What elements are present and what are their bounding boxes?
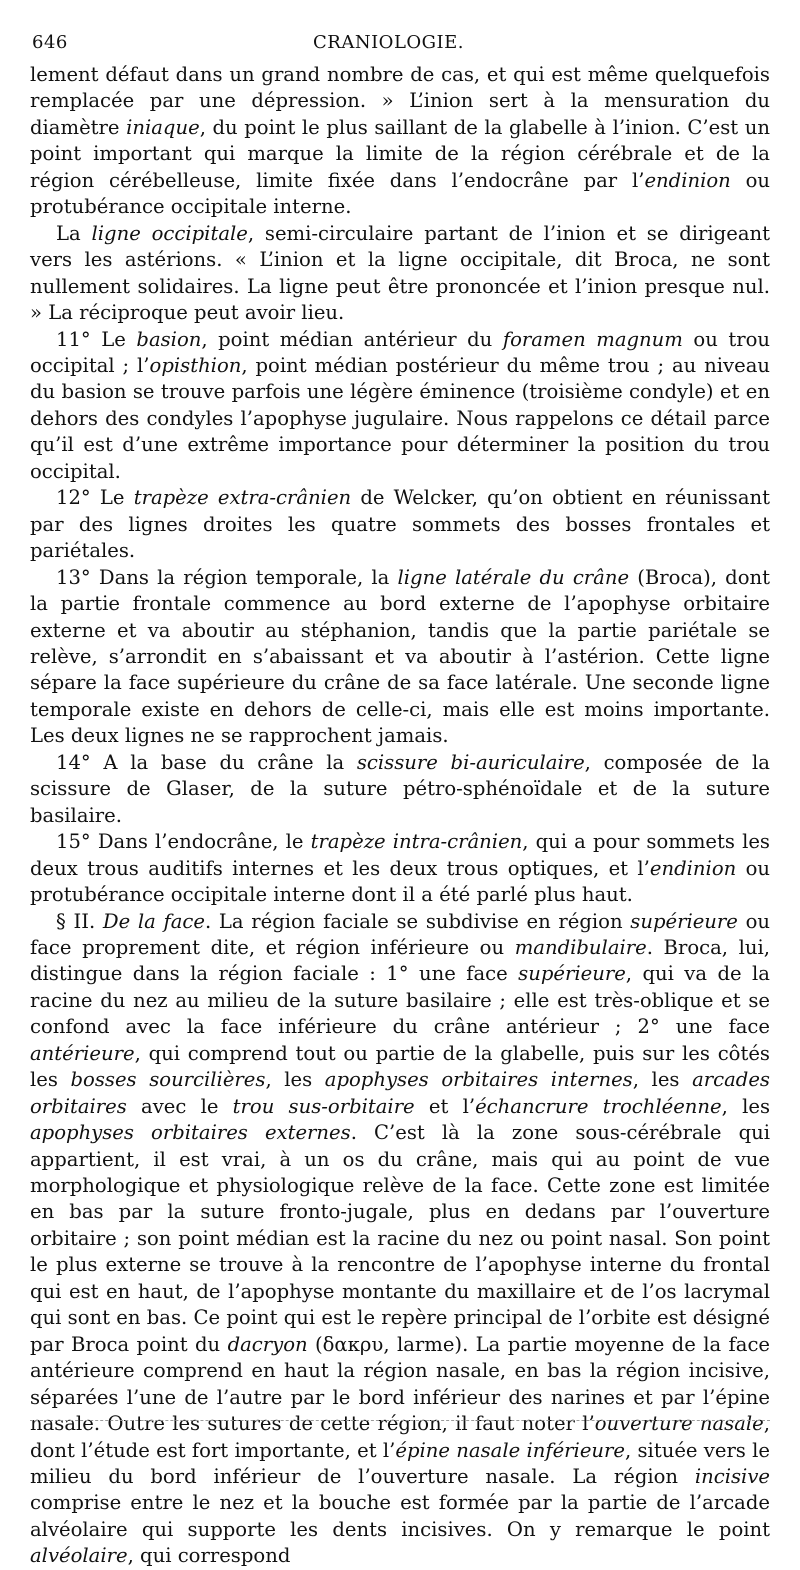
italic-term: arcades orbitaires [30, 1068, 770, 1118]
italic-term: opisthion [149, 353, 242, 377]
paragraph-14-scissure [30, 750, 770, 829]
text-run: , point médian postérieur du même trou ; au niveau du basion se trouve parfois une légère éminence (troisième condyle) et en dehors des condyles l’apophyse jugulaire. Nous rappelons ce détail parce qu’il est d’une extrême importance pour déterminer la position du trou occipital. [30, 353, 770, 483]
text-run: , les [265, 1068, 325, 1092]
italic-term: De la face [102, 909, 205, 933]
page-number: 646 [32, 32, 68, 53]
text-run: , composée de la scissure de Glaser, de la suture pétro-sphénoïdale et de la suture basilaire. [30, 750, 770, 827]
italic-term: trou sus-orbitaire [232, 1094, 415, 1118]
text-run: , dont l’étude est fort importante, et l’ [30, 1412, 770, 1462]
text-run: , point médian antérieur du [201, 327, 503, 351]
text-run: La [56, 221, 92, 245]
paragraph-12-trapeze-extra-cranien [30, 485, 770, 564]
italic-term: bosses sourcilières [70, 1068, 266, 1092]
text-run: , qui correspond [127, 1544, 291, 1568]
text-run: . C’est là la zone sous-cérébrale qui appartient, il est vrai, à un os du crâne, mais qui au point de vue morphologique et physiologique relève de la face. Cette zone est limitée en bas par la suture fronto-jugale, plus en dedans par l’ouverture orbitaire ; son point médian est la racine du nez ou point nasal. Son point le plus externe se trouve à la rencontre de l’apophyse interne du frontal qui est en haut, de l’apophyse montante du maxillaire et de l’os lacrymal qui sont en bas. Ce point qui est le repère principal de l’orbite est désigné par Broca point du [30, 1121, 770, 1356]
paragraph-13-ligne-laterale [30, 565, 770, 750]
italic-term: trapèze intra-crânien [310, 830, 523, 854]
bottom-dashed-rule [30, 1420, 770, 1421]
text-run: , les [721, 1094, 771, 1118]
text-run: , les [632, 1068, 693, 1092]
text-run: comprise entre le nez et la bouche est formée par la partie de l’arcade alvéolaire qui supporte les dents incisives. On y remarque le point [30, 1491, 770, 1541]
italic-term: basion [136, 327, 202, 351]
italic-term: scissure bi-auriculaire [356, 750, 585, 774]
text-run: ou protubérance occipitale interne dont il a été parlé plus haut. [30, 856, 770, 907]
paragraph-11-basion [30, 327, 770, 486]
text-run: . Broca, lui, distingue dans la région faciale : 1° une face [30, 935, 770, 986]
italic-term: incisive [694, 1465, 770, 1489]
italic-term: foramen magnum [502, 327, 683, 351]
italic-term: dacryon [227, 1332, 308, 1356]
paragraph-ligne-occipitale [30, 221, 770, 327]
text-run: et l’ [414, 1094, 476, 1118]
book-page [30, 28, 770, 1570]
italic-term: ligne latérale du crâne [397, 565, 630, 589]
italic-term: endinion [644, 168, 731, 192]
text-run: 14° A la base du crâne la [56, 750, 357, 774]
italic-term: supérieure [630, 909, 738, 933]
text-run: avec le [126, 1094, 233, 1118]
text-run: , du point le plus saillant de la glabelle à l’inion. C’est un point important qui marque la limite de la région cérébrale et de la région cérébelleuse, limite fixée dans l’endocrâne par l’ [30, 115, 770, 192]
paragraph-inion-continuation [30, 62, 770, 221]
italic-term: mandibulaire [514, 935, 647, 959]
italic-term: trapèze extra-crânien [133, 486, 352, 510]
running-title: CRANIOLOGIE. [313, 32, 465, 53]
italic-term: ouverture nasale [594, 1412, 764, 1436]
text-run: § II. [56, 909, 103, 933]
text-run: ou face proprement dite, et région inférieure ou [30, 909, 770, 959]
text-run: , qui va de la racine du nez au milieu de la suture basilaire ; elle est très-oblique et se confond avec la face inférieure du crâne antérieur ; 2° une face [30, 962, 770, 1039]
italic-term: ligne occipitale [91, 221, 248, 245]
italic-term: épine nasale inférieure [395, 1438, 625, 1462]
text-run: (δακρυ, larme). La partie moyenne de la face antérieure comprend en haut la région nasale, en bas la région incisive, séparées l’une de l’autre par le bord inférieur des narines et par l’épine nasale. Outre les sutures de cette région, il faut noter l’ [30, 1332, 771, 1436]
text-run: lement défaut dans un grand nombre de cas, et qui est même quelquefois remplacée par une dépression. » L’inion sert à la mensuration du diamètre [30, 63, 770, 139]
text-run: , située vers le milieu du bord inférieur de l’ouverture nasale. La région [30, 1438, 770, 1489]
italic-term: antérieure [30, 1041, 135, 1065]
text-run: ou protubérance occipitale interne. [30, 168, 770, 219]
text-run: , semi-circulaire partant de l’inion et se dirigeant vers les astérions. « L’inion et la ligne occipitale, dit Broca, ne sont nullement solidaires. La ligne peut être prononcée et l’inion presque nul. » La réciproque peut avoir lieu. [30, 221, 770, 325]
text-run: de Welcker, qu’on obtient en réunissant par des lignes droites les quatre sommets des bosses frontales et pariétales. [30, 486, 770, 563]
text-run: (Broca), dont la partie frontale commence au bord externe de l’apophyse orbitaire externe et va aboutir au stéphanion, tandis que la partie pariétale se relève, s’arrondit en s’abaissant et va aboutir à l’astérion. Cette ligne sépare la face supérieure du crâne de sa face latérale. Une seconde ligne temporale existe en dehors de celle-ci, mais elle est moins importante. Les deux lignes ne se rapprochent jamais. [30, 565, 770, 748]
italic-term: alvéolaire [30, 1544, 128, 1568]
paragraph-15-trapeze-intra-cranien [30, 829, 770, 908]
text-run: 13° Dans la région temporale, la [56, 565, 398, 589]
text-run: 11° Le [56, 327, 137, 351]
section-ii-de-la-face [30, 909, 770, 1570]
text-run: 15° Dans l’endocrâne, le [56, 830, 311, 854]
body-text [30, 62, 770, 1570]
italic-term: supérieure [518, 962, 626, 986]
italic-term: iniaque [126, 115, 200, 139]
italic-term: échancrure trochléenne [475, 1094, 722, 1118]
text-run: ou trou occipital ; l’ [30, 327, 770, 377]
italic-term: endinion [649, 856, 737, 880]
text-run: , qui a pour sommets les deux trous auditifs internes et les deux trous optiques, et l’ [30, 830, 770, 880]
italic-term: apophyses orbitaires internes [324, 1068, 633, 1092]
page-header [30, 28, 770, 58]
text-run: , qui comprend tout ou partie de la glabelle, puis sur les côtés les [30, 1041, 770, 1092]
italic-term: apophyses orbitaires externes [30, 1121, 351, 1145]
text-run: 12° Le [56, 486, 134, 510]
text-run: . La région faciale se subdivise en région [204, 909, 631, 933]
